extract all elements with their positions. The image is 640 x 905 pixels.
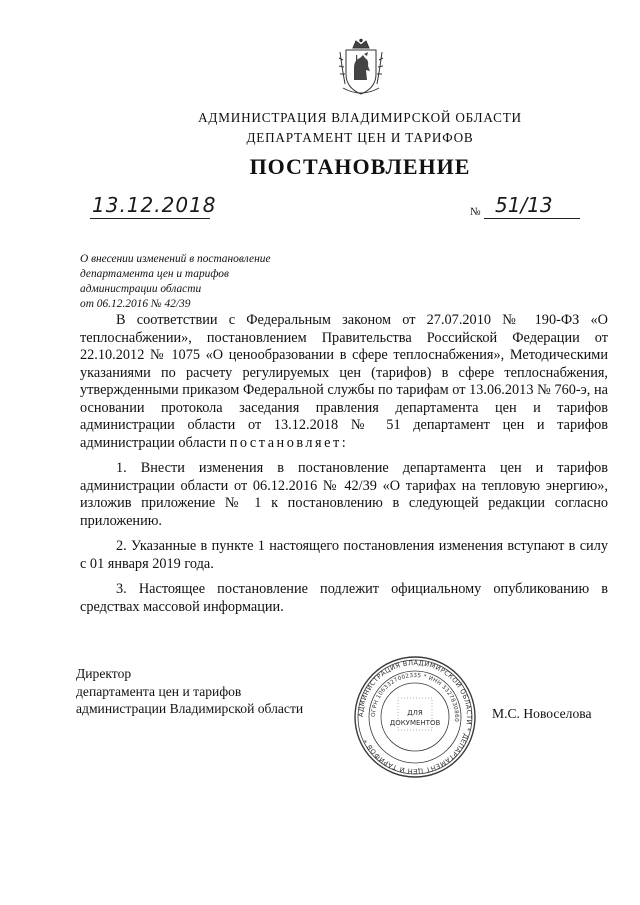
document-body	[80, 312, 608, 624]
subject-line: О внесении изменений в постановление	[80, 253, 271, 265]
organization-name: АДМИНИСТРАЦИЯ ВЛАДИМИРСКОЙ ОБЛАСТИ	[198, 110, 522, 125]
document-number: 51/13	[495, 193, 553, 217]
stamp-center-line: ДОКУМЕНТОВ	[389, 719, 441, 727]
signer-title-line: администрации Владимирской области	[76, 701, 304, 716]
document-type-title: ПОСТАНОВЛЕНИЕ	[249, 154, 471, 179]
resolution-item: 1. Внести изменения в постановление департамента цен и тарифов администрации области от 06.12.2016 № 42/39 «О тарифах на тепловую энергию», изложив приложение № 1 к постановлению в следующей редакции согласно приложению.	[80, 460, 608, 529]
signer-title-line: Директор	[76, 666, 132, 681]
signer-title-line: департамента цен и тарифов	[76, 683, 242, 699]
preamble-text: В соответствии с Федеральным законом от 27.07.2010 № 190-ФЗ «О теплоснабжении», постановлением Правительства Российской Федерации от 22.10.2012 № 1075 «О ценообразовании в сфере теплоснабжения», Методическими указаниями по расчету регулируемых цен (тарифов) в сфере теплоснабжения, утвержденными приказом Федеральной службы по тарифам от 13.06.2013 № 760-э, на основании протокола заседания правления департамента цен и тарифов администрации области от 13.12.2018 № 51 департамент цен и тарифов администрации области	[80, 312, 608, 451]
document-subject	[80, 252, 320, 312]
document-number-label: №	[470, 206, 481, 218]
document-date: 13.12.2018	[92, 193, 217, 217]
resolves-word: постановляет:	[229, 434, 349, 451]
official-stamp	[352, 654, 478, 780]
preamble-paragraph	[80, 312, 608, 452]
stamp-center-line: ДЛЯ	[407, 709, 423, 717]
number-underline	[484, 218, 580, 219]
signer-title	[76, 665, 356, 718]
stamp-id-text: ОГРН 1063327002335 * ИНН 3327830860	[370, 672, 460, 723]
resolution-item: 3. Настоящее постановление подлежит официальному опубликованию в средствах массовой информации.	[80, 581, 608, 615]
date-underline	[90, 218, 210, 219]
department-name: ДЕПАРТАМЕНТ ЦЕН И ТАРИФОВ	[246, 130, 474, 145]
vladimir-coat-of-arms-icon	[336, 38, 386, 98]
stamp-outer-text: АДМИНИСТРАЦИЯ ВЛАДИМИРСКОЙ ОБЛАСТИ * ДЕПАРТАМЕНТ ЦЕН И ТАРИФОВ *	[356, 658, 474, 776]
subject-line: от 06.12.2016 № 42/39	[80, 298, 191, 310]
subject-line: администрации области	[80, 283, 202, 295]
subject-line: департамента цен и тарифов	[80, 268, 229, 280]
signer-name: М.С. Новоселова	[492, 706, 592, 721]
resolution-item: 2. Указанные в пункте 1 настоящего постановления изменения вступают в силу с 01 января 2019 года.	[80, 538, 608, 572]
